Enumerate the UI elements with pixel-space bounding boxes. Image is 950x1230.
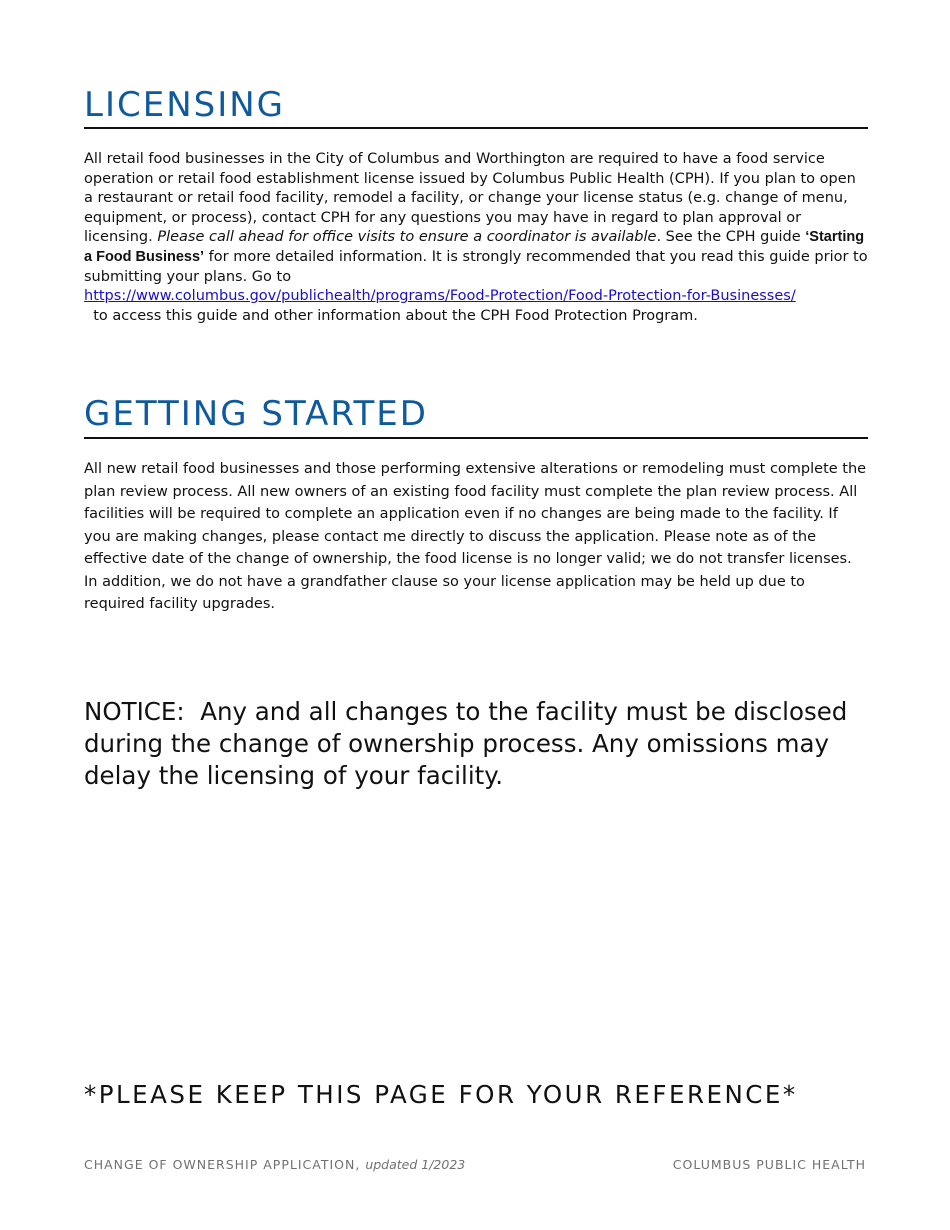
- licensing-text-part1: All retail food businesses in the City of Columbus and Worthington are required to have a food service operation or retail food establishment license issued by Columbus Public Health (CPH). If you plan to open a restaurant or retail food facility, remodel a facility, or change your license status (e.g. change of menu, equipment, or process), contact CPH for any questions you may have in regard to plan approval or licensing.: [84, 151, 856, 246]
- guide-title: ‘Starting a Food Business’: [84, 229, 865, 265]
- footer-organization: COLUMBUS PUBLIC HEALTH: [672, 1157, 866, 1172]
- licensing-text-part4: to access this guide and other information about the CPH Food Protection Program.: [84, 307, 698, 324]
- licensing-divider: [84, 127, 868, 129]
- food-protection-link[interactable]: https://www.columbus.gov/publichealth/programs/Food-Protection/Food-Protection-for-Businesses/: [84, 288, 796, 305]
- office-visit-note: Please call ahead for office visits to ensure a coordinator is available: [157, 229, 657, 246]
- licensing-heading: LICENSING: [84, 85, 286, 125]
- keep-page-reference-note: *PLEASE KEEP THIS PAGE FOR YOUR REFERENCE*: [84, 1080, 798, 1109]
- licensing-text-part3: for more detailed information. It is strongly recommended that you read this guide prior to submitting your plans. Go to: [84, 248, 868, 285]
- footer-updated-date: updated 1/2023: [365, 1157, 466, 1172]
- getting-started-divider: [84, 437, 868, 439]
- licensing-paragraph: [84, 150, 868, 326]
- notice-text: NOTICE: Any and all changes to the facility must be disclosed during the change of ownership process. Any omissions may delay the licensing of your facility.: [84, 697, 856, 790]
- getting-started-paragraph: All new retail food businesses and those performing extensive alterations or remodeling must complete the plan review process. All new owners of an existing food facility must complete the plan review process. All facilities will be required to complete an application even if no changes are being made to the facility. If you are making changes, please contact me directly to discuss the application. Please note as of the effective date of the change of ownership, the food license is no longer valid; we do not transfer licenses. In addition, we do not have a grandfather clause so your license application may be held up due to required facility upgrades.: [84, 461, 867, 612]
- footer-left: [84, 1157, 465, 1172]
- footer-application-label: CHANGE OF OWNERSHIP APPLICATION,: [84, 1157, 366, 1172]
- licensing-text-part2: . See the CPH guide: [656, 229, 806, 246]
- getting-started-heading: GETTING STARTED: [84, 394, 428, 434]
